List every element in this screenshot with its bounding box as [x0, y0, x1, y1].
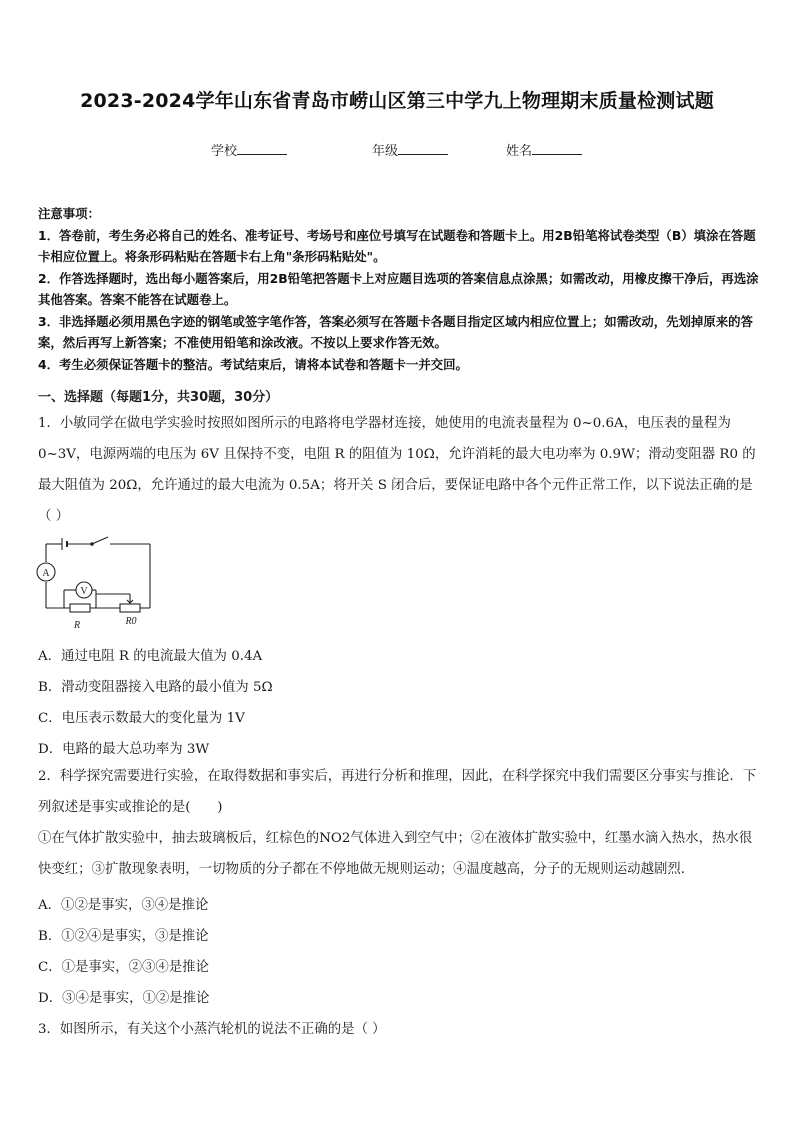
notes-item: 4．考生必须保证答题卡的整洁。考试结束后，请将本试卷和答题卡一并交回。: [38, 356, 468, 372]
question-2-text: 2．科学探究需要进行实验，在取得数据和事实后，再进行分析和推理，因此，在科学探究中我们需要区分事实与推论．下列叙述是事实或推论的是( ): [38, 769, 757, 815]
resistor-label: R: [73, 620, 81, 630]
name-label: 姓名: [506, 144, 533, 159]
voltmeter-label: V: [80, 586, 88, 597]
exam-notes: [38, 203, 760, 375]
question-3-text: 3．如图所示，有关这个小蒸汽轮机的说法不正确的是（ ）: [38, 1022, 386, 1037]
student-info-row: [0, 140, 794, 160]
question-1-text: 1．小敏同学在做电学实验时按照如图所示的电路将电学器材连接，她使用的电流表量程为 0~0.6A，电压表的量程为 0~3V，电源两端的电压为 6V 且保持不变，电阻 R 的阻值为 10Ω，允许消耗的最大电功率为 0.9W；滑动变阻器 R0 的最大阻值为 20Ω，允许通过的最大电流为 0.5A；将开关 S 闭合后，要保证电路中各个元件正常工作，以下说法正确的是（ ）: [38, 416, 756, 524]
notes-item: 3．非选择题必须用黑色字迹的钢笔或签字笔作答，答案必须写在答题卡各题目指定区域内相应位置上；如需改动，先划掉原来的答案，然后再写上新答案；不准使用铅笔和涂改液。不按以上要求作答无效。: [38, 313, 753, 350]
q2-option-a: A．①②是事实，③④是推论: [38, 898, 209, 913]
grade-field: [372, 140, 448, 159]
school-label: 学校: [211, 144, 238, 159]
q1-option-b: B．滑动变阻器接入电路的最小值为 5Ω: [38, 680, 273, 695]
section-heading: 一、选择题（每题1分，共30题，30分）: [38, 390, 279, 405]
q1-option-a: A．通过电阻 R 的电流最大值为 0.4A: [38, 649, 263, 664]
school-field: [211, 140, 287, 159]
notes-item: 2．作答选择题时，选出每小题答案后，用2B铅笔把答题卡上对应题目选项的答案信息点涂黑；如需改动，用橡皮擦干净后，再选涂其他答案。答案不能答在试题卷上。: [38, 270, 759, 307]
question-2: [38, 761, 760, 885]
q2-option-b: B．①②④是事实，③是推论: [38, 929, 209, 944]
notes-heading: 注意事项：: [38, 206, 100, 221]
q1-option-c: C．电压表示数最大的变化量为 1V: [38, 711, 245, 726]
rheostat-label: R0: [125, 616, 137, 627]
q1-option-d: D．电路的最大总功率为 3W: [38, 742, 210, 757]
question-2-statement: ①在气体扩散实验中，抽去玻璃板后，红棕色的NO2气体进入到空气中；②在液体扩散实验中，红墨水滴入热水，热水很快变红；③扩散现象表明，一切物质的分子都在不停地做无规则运动；④温度越高，分子的无规则运动越剧烈．: [38, 831, 753, 877]
notes-item: 1．答卷前，考生务必将自己的姓名、准考证号、考场号和座位号填写在试题卷和答题卡上。用2B铅笔将试卷类型（B）填涂在答题卡相应位置上。将条形码粘贴在答题卡右上角"条形码粘贴处"。: [38, 227, 756, 264]
grade-label: 年级: [372, 144, 399, 159]
grade-blank: [398, 142, 448, 155]
page-title: 2023-2024学年山东省青岛市崂山区第三中学九上物理期末质量检测试题: [80, 90, 714, 112]
question-1: [38, 408, 760, 532]
ammeter-label: A: [42, 568, 50, 579]
school-blank: [237, 142, 287, 155]
q2-option-c: C．①是事实，②③④是推论: [38, 960, 209, 975]
name-blank: [532, 142, 582, 155]
circuit-diagram: [34, 532, 154, 630]
q2-option-d: D．③④是事实，①②是推论: [38, 991, 210, 1006]
name-field: [506, 140, 582, 159]
